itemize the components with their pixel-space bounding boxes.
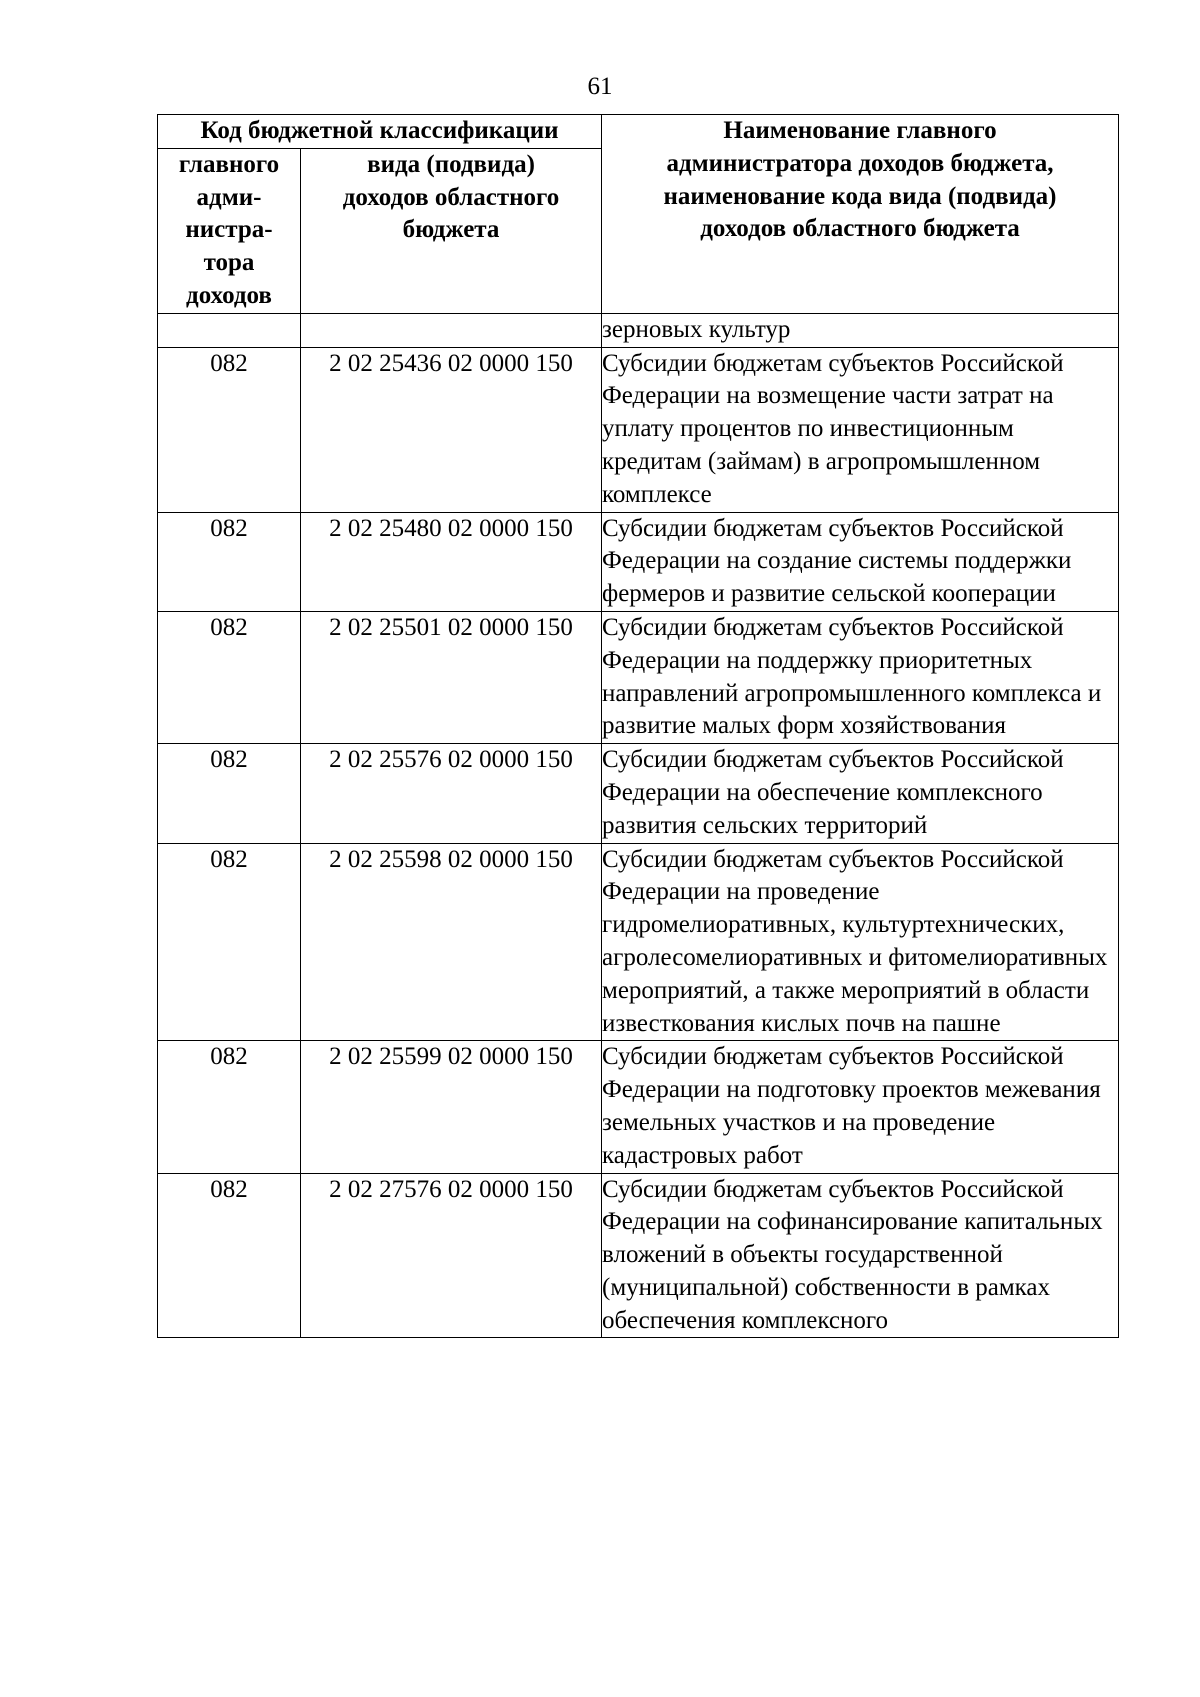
budget-classification-table — [157, 114, 1119, 1338]
income-code-cell: 2 02 25598 02 0000 150 — [301, 843, 602, 1041]
header-admin-line: нистра- — [185, 216, 273, 244]
income-code-cell: 2 02 27576 02 0000 150 — [301, 1173, 602, 1338]
table-body — [158, 313, 1119, 1338]
header-name-line: доходов областного бюджета — [700, 215, 1020, 243]
table-row — [158, 1041, 1119, 1173]
table-row — [158, 1173, 1119, 1338]
admin-code-cell: 082 — [158, 1041, 301, 1173]
income-name-cell: Субсидии бюджетам субъектов Российской Федерации на проведение гидромелиоративных, культуртехнических, агролесомелиоративных и фитомелиоративных мероприятий, а также мероприятий в области известкования кислых почв на пашне — [602, 843, 1119, 1041]
income-name-cell: Субсидии бюджетам субъектов Российской Федерации на софинансирование капитальных вложений в объекты государственной (муниципальной) собственности в рамках обеспечения комплексного — [602, 1173, 1119, 1338]
admin-code-cell — [158, 313, 301, 347]
header-name-line: наименование кода вида (подвида) — [663, 182, 1057, 210]
header-name-column — [602, 115, 1119, 314]
table-row — [158, 512, 1119, 611]
header-admin-line: адми- — [196, 183, 262, 211]
admin-code-cell: 082 — [158, 744, 301, 843]
income-code-cell: 2 02 25480 02 0000 150 — [301, 512, 602, 611]
header-name-line: администратора доходов бюджета, — [666, 149, 1054, 177]
header-admin-line: доходов — [186, 281, 272, 309]
income-code-cell — [301, 313, 602, 347]
table-row — [158, 843, 1119, 1041]
income-code-cell: 2 02 25436 02 0000 150 — [301, 347, 602, 512]
table-row — [158, 744, 1119, 843]
admin-code-cell: 082 — [158, 843, 301, 1041]
admin-code-cell: 082 — [158, 512, 301, 611]
admin-code-cell: 082 — [158, 347, 301, 512]
table-header — [158, 115, 1119, 314]
income-code-cell: 2 02 25576 02 0000 150 — [301, 744, 602, 843]
table-row — [158, 313, 1119, 347]
header-kind-column — [301, 148, 602, 313]
income-name-cell: Субсидии бюджетам субъектов Российской Федерации на возмещение части затрат на уплату процентов по инвестиционным кредитам (займам) в агропромышленном комплексе — [602, 347, 1119, 512]
income-name-cell: Субсидии бюджетам субъектов Российской Федерации на подготовку проектов межевания земельных участков и на проведение кадастровых работ — [602, 1041, 1119, 1173]
income-name-cell: Субсидии бюджетам субъектов Российской Федерации на создание системы поддержки фермеров и развитие сельской кооперации — [602, 512, 1119, 611]
income-code-cell: 2 02 25599 02 0000 150 — [301, 1041, 602, 1173]
admin-code-cell: 082 — [158, 1173, 301, 1338]
header-admin-line: главного — [178, 150, 280, 178]
income-name-cell: зерновых культур — [602, 313, 1119, 347]
header-kind-line: бюджета — [402, 216, 500, 244]
header-admin-column — [158, 148, 301, 313]
header-admin-line: тора — [203, 249, 255, 277]
income-name-cell: Субсидии бюджетам субъектов Российской Федерации на обеспечение комплексного развития сельских территорий — [602, 744, 1119, 843]
income-code-cell: 2 02 25501 02 0000 150 — [301, 611, 602, 743]
income-name-cell: Субсидии бюджетам субъектов Российской Федерации на поддержку приоритетных направлений агропромышленного комплекса и развитие малых форм хозяйствования — [602, 611, 1119, 743]
header-budget-classification-code: Код бюджетной классификации — [158, 115, 602, 149]
admin-code-cell: 082 — [158, 611, 301, 743]
table-row — [158, 611, 1119, 743]
page-number: 61 — [587, 73, 613, 100]
header-name-line: Наименование главного — [723, 117, 997, 144]
table-row — [158, 347, 1119, 512]
header-kind-line: вида (подвида) — [367, 150, 535, 178]
header-kind-line: доходов областного — [342, 183, 560, 211]
